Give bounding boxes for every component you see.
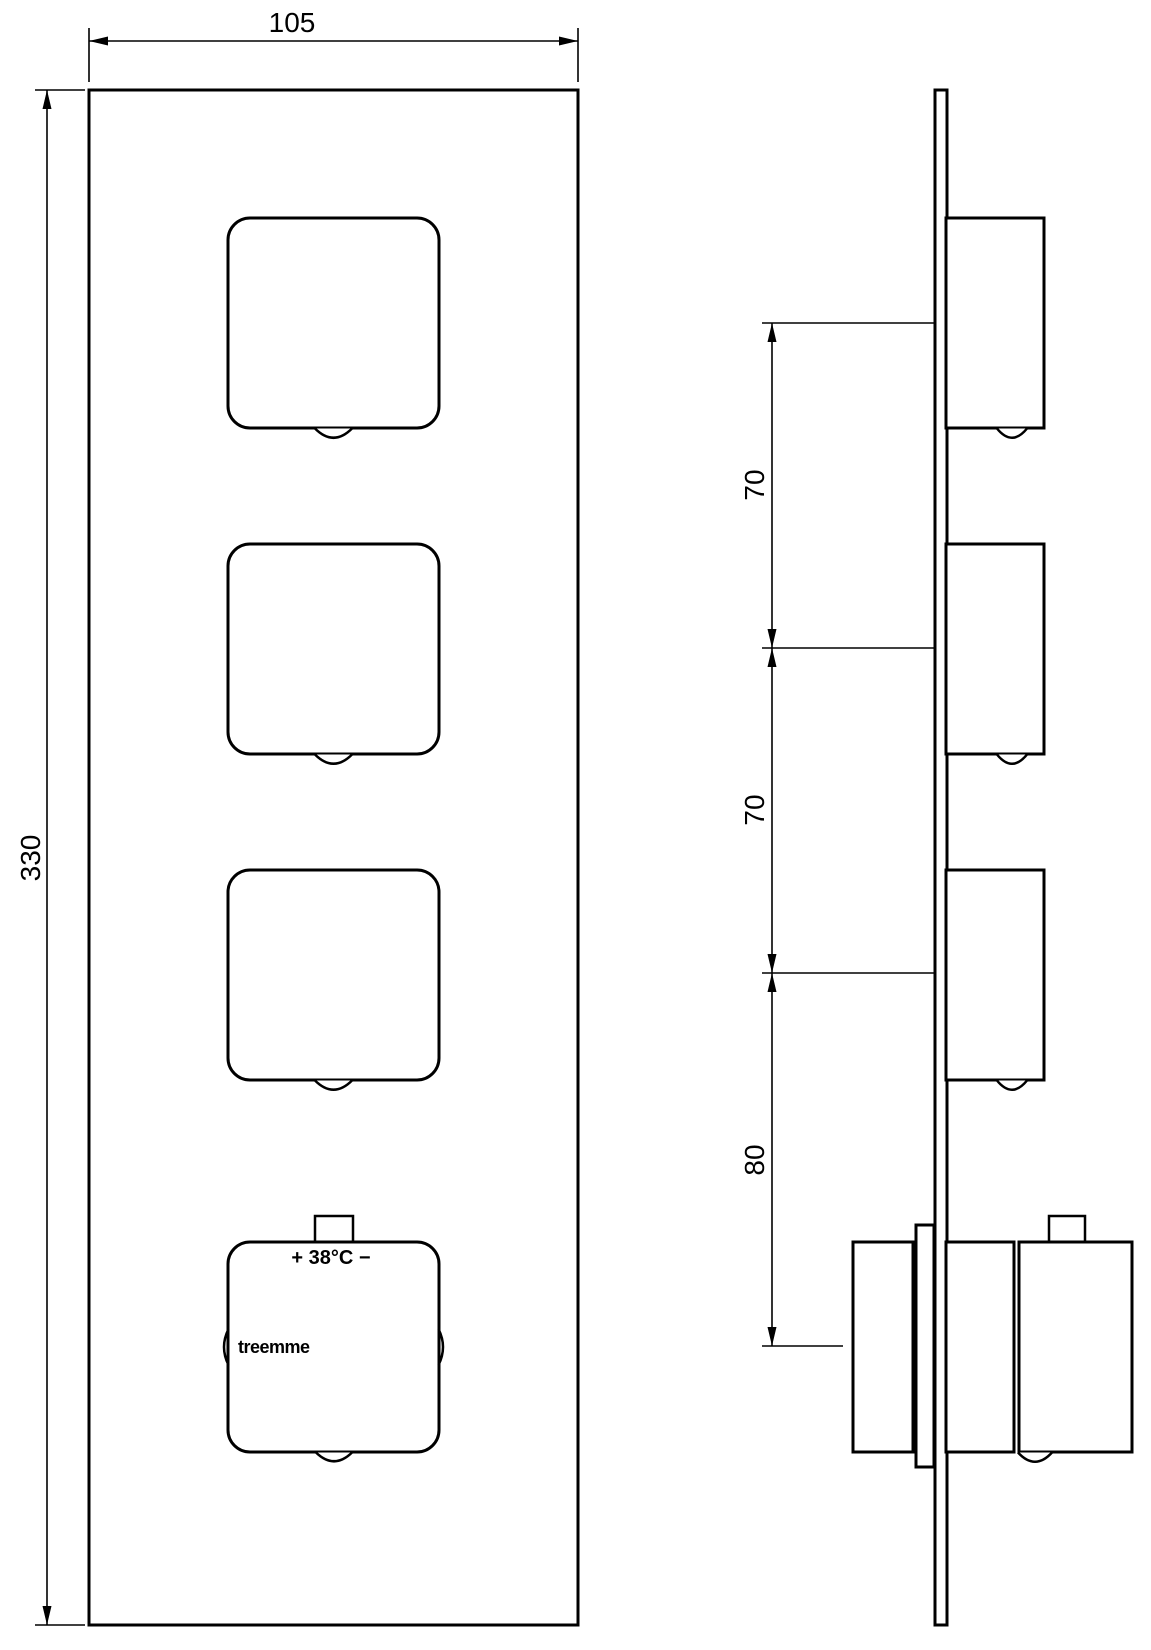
knob-2-front xyxy=(228,544,439,754)
dimension-height xyxy=(15,90,85,1625)
valve-body-side xyxy=(853,1242,913,1452)
knob-2-side xyxy=(946,544,1044,754)
height-arrow-top xyxy=(43,90,52,109)
knob-3-front xyxy=(228,870,439,1080)
dimension-spacings xyxy=(739,323,934,1346)
knob-3-side-bump xyxy=(997,1081,1027,1090)
thermostat-handle-base-side xyxy=(946,1242,1014,1452)
spacing-arrow-up-knob2 xyxy=(768,648,777,667)
knob-3-side xyxy=(946,870,1044,1080)
brand-logo-text: treemme xyxy=(238,1337,310,1357)
thermostat-handle-knob-side xyxy=(1019,1242,1132,1452)
spacing-arrow-up-knob3 xyxy=(768,973,777,992)
front-view xyxy=(89,90,578,1625)
spacing-mid-label: 70 xyxy=(739,794,770,826)
knob-1-side xyxy=(946,218,1044,428)
thermostat-side-bump xyxy=(1018,1453,1052,1462)
valve-flange-side xyxy=(916,1225,934,1467)
side-view xyxy=(853,90,1132,1625)
thermostat-override-tab-side xyxy=(1049,1216,1085,1242)
height-arrow-bottom xyxy=(43,1606,52,1625)
spacing-arrow-down-thermostat xyxy=(768,1327,777,1346)
knob-2-side-bump xyxy=(997,755,1027,764)
spacing-top-label: 70 xyxy=(739,469,770,501)
spacing-arrow-down-knob2 xyxy=(768,629,777,648)
spacing-bottom-label: 80 xyxy=(739,1144,770,1176)
spacing-arrow-down-knob3 xyxy=(768,954,777,973)
width-arrow-left xyxy=(89,37,108,46)
thermostat-override-tab-front xyxy=(315,1216,353,1242)
temperature-label: + 38°C − xyxy=(291,1247,371,1269)
knob-1-front xyxy=(228,218,439,428)
spacing-arrow-up-knob1 xyxy=(768,323,777,342)
knob-1-side-bump xyxy=(997,429,1027,438)
height-dimension-label: 330 xyxy=(15,834,46,882)
width-dimension-label: 105 xyxy=(268,7,316,38)
width-arrow-right xyxy=(559,37,578,46)
dimension-width xyxy=(89,7,578,82)
